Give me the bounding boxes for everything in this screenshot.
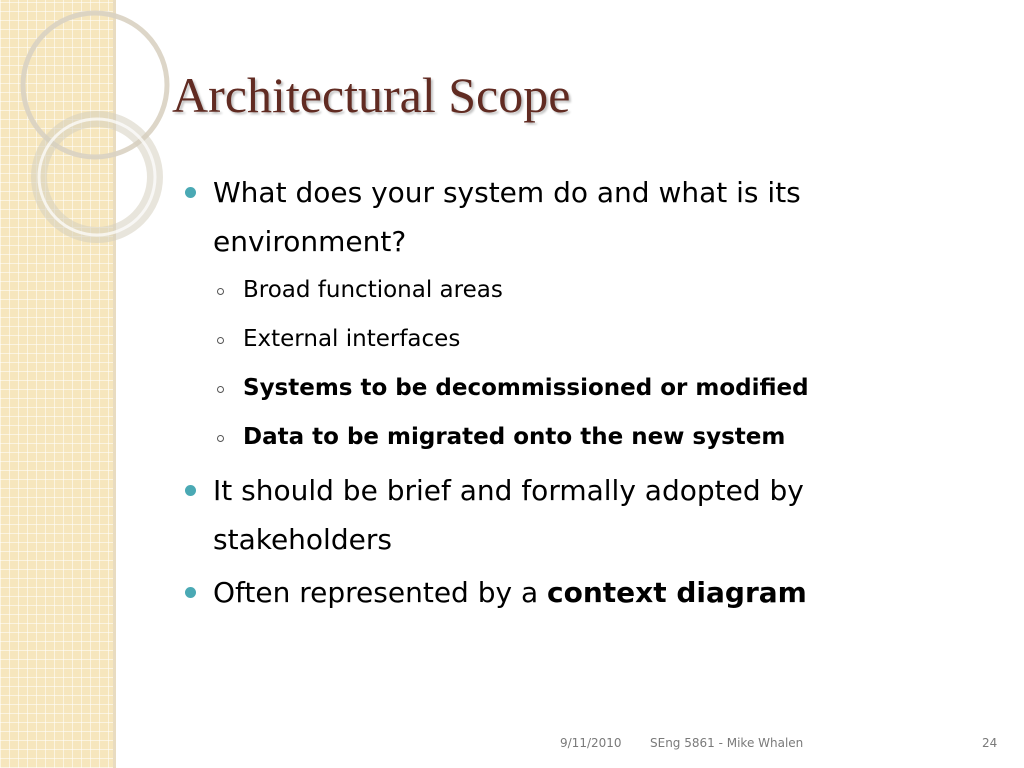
bullet-text-lead: Often represented by a — [213, 576, 548, 609]
sub-bullet-text: Data to be migrated onto the new system — [243, 424, 786, 450]
sub-bullet-ring-icon — [217, 435, 224, 442]
sub-bullet-decommissioned-systems — [213, 364, 973, 413]
sub-bullet-external-interfaces — [213, 315, 973, 364]
bullet-text: It should be brief and formally adopted by stakeholders — [213, 474, 804, 556]
sub-bullet-data-migration — [213, 413, 973, 462]
sub-bullet-functional-areas — [213, 266, 973, 315]
sub-bullet-list — [213, 266, 973, 462]
sub-bullet-ring-icon — [217, 288, 224, 295]
bullet-text: What does your system do and what is its environment? — [213, 176, 801, 258]
sub-bullet-text: External interfaces — [243, 326, 461, 352]
sub-bullet-text: Systems to be decommissioned or modified — [243, 375, 809, 401]
bullet-text-emphasis: context diagram — [547, 576, 807, 609]
sub-bullet-ring-icon — [217, 386, 224, 393]
slide-content — [183, 168, 973, 621]
bullet-dot-icon — [185, 187, 196, 198]
slide-title: Architectural Scope — [172, 67, 571, 123]
bullet-dot-icon — [185, 485, 196, 496]
sub-bullet-text: Broad functional areas — [243, 277, 503, 303]
sub-bullet-ring-icon — [217, 337, 224, 344]
footer-page-number: 24 — [982, 736, 998, 750]
decorative-circle-highlight — [39, 119, 155, 235]
bullet-system-environment — [183, 168, 973, 462]
footer-date: 9/11/2010 — [560, 736, 622, 750]
bullet-brief-adopted — [183, 466, 973, 564]
bullet-context-diagram — [183, 568, 973, 617]
footer-course-author: SEng 5861 - Mike Whalen — [650, 736, 804, 750]
bullet-dot-icon — [185, 587, 196, 598]
